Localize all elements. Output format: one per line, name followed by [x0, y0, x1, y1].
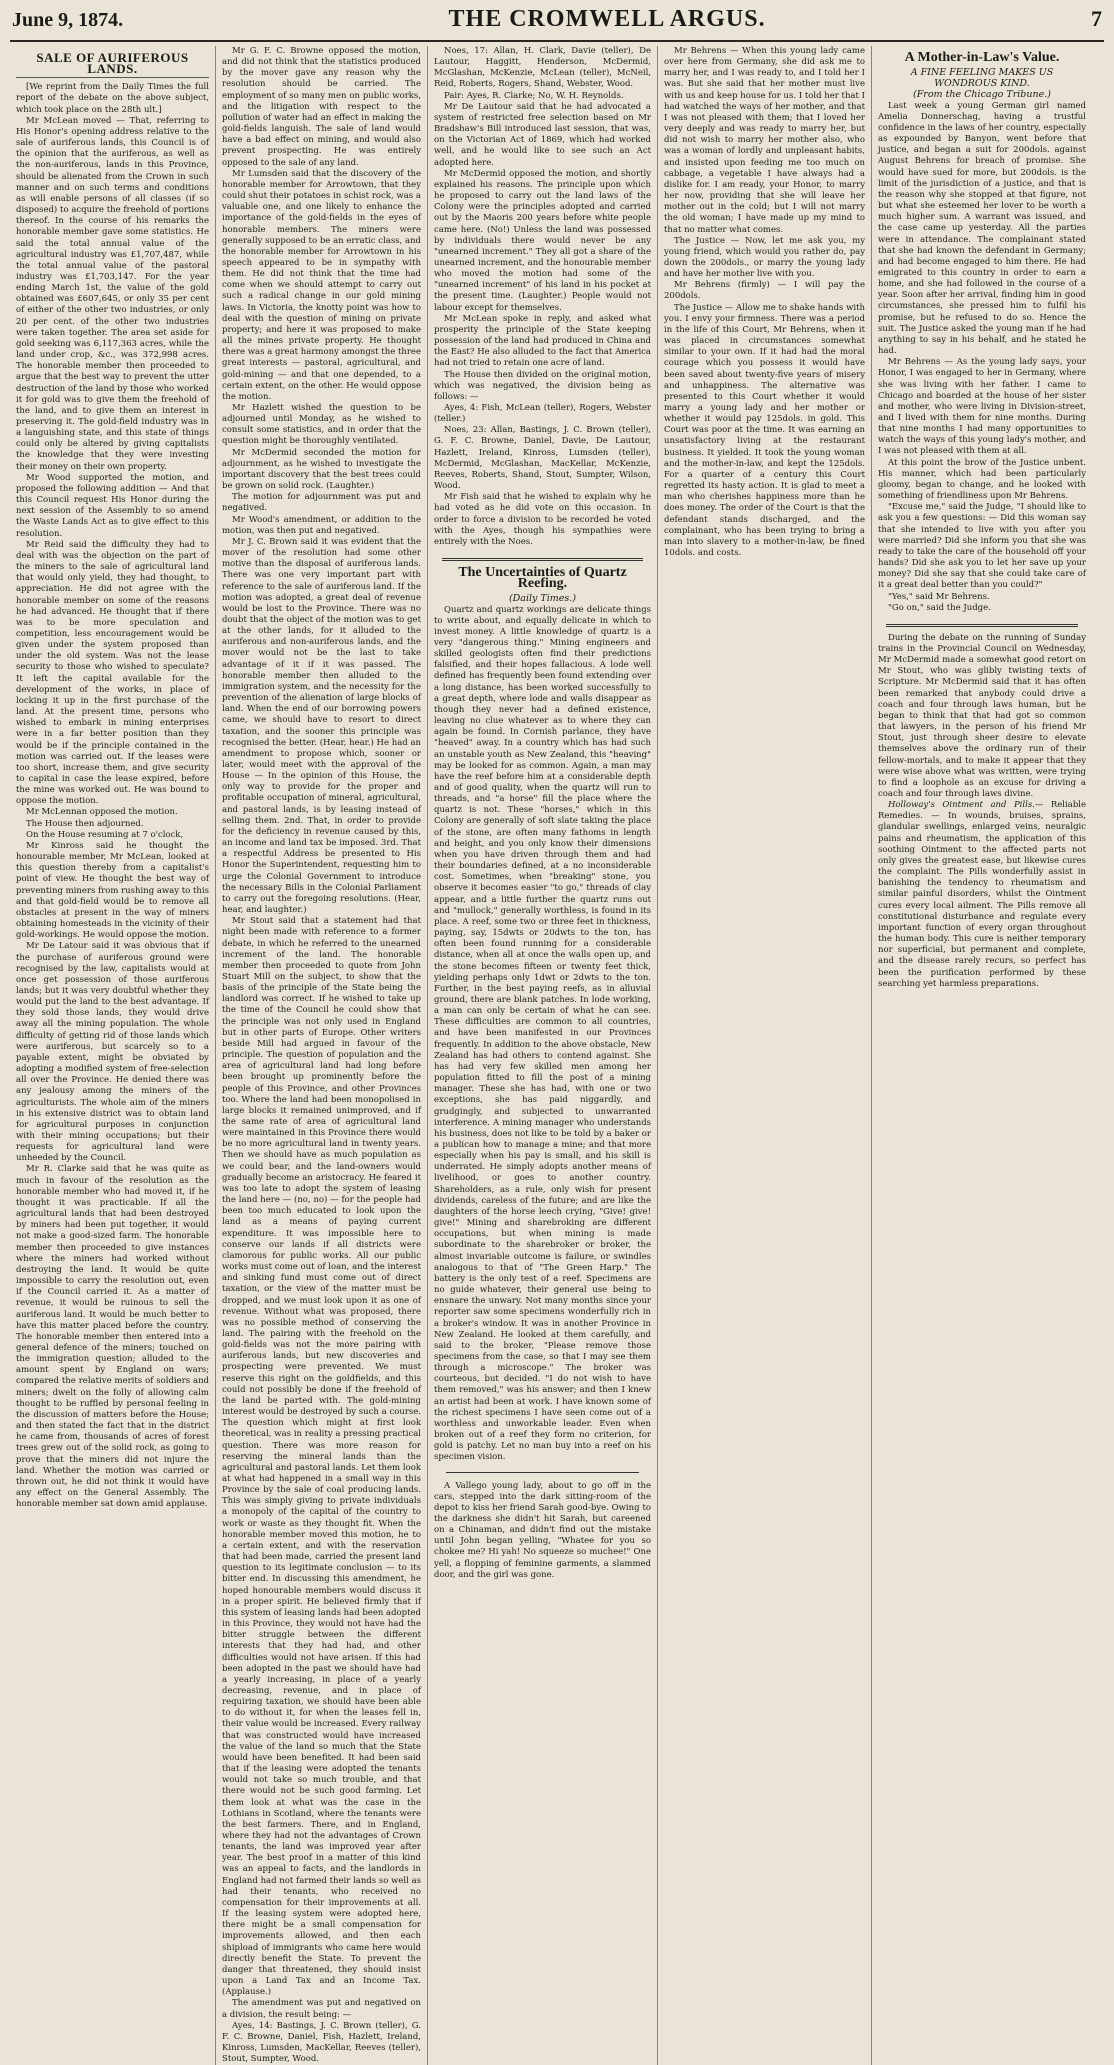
issue-date: June 9, 1874.: [12, 9, 124, 31]
sale-article-paragraph: The motion for adjournment was put and negatived.: [222, 492, 421, 514]
sale-article-paragraph: The House then divided on the original motion, which was negatived, the division being as follows: —: [434, 369, 651, 402]
sunday-trains-item: During the debate on the running of Sunday trains in the Provincial Council on Wednesday, Mr McDermid made a somewhat good retort on Mr Stout, who was glibly twisting texts of Scripture. Mr McDermid said that it has often been remarked that anybody could drive a coach and four through laws human, but he began to think that that had got so common that lawyers, in the person of his friend Mr Stout, just through sheer desire to elevate themselves above the ordinary run of their fellow-mortals, and to make it appear that they were wise above what was written, were trying to find a loophole as an excuse for driving a coach and four through laws divine.: [878, 632, 1086, 799]
sale-article-headline: SALE OF AURIFEROUS LANDS.: [16, 52, 209, 78]
quartz-article-source: (Daily Times.): [508, 593, 577, 605]
sale-article-paragraph: Noes, 17: Allan, H. Clark, Davie (teller), De Lautour, Haggitt, Henderson, McDermid, McGlashan, McKenzie, McLean (teller), McNeil, Reid, Roberts, Rogers, Shand, Webster, Wood.: [434, 46, 651, 90]
mother-article-paragraph: "Excuse me," said the Judge, "I should like to ask you a few questions: — Did this woman say that she intended to live with you after you were married? Did she inform you that she was ready to take the care of the household off your hands? Did she ask you to let her save up your money? Did she say that she could take care of it a great deal better than you could?": [878, 502, 1086, 591]
sale-article-paragraph: Mr Reid said the difficulty they had to deal with was the objection on the part of the miners to the sale of agricultural land that would only yield, they had thought, to appreciation. He did not agree with the honorable member on some of the reasons he had advanced. He thought that if there was to be more speculation and competition, less encouragement would be given under the system proposed than under the old system. Was not the lease security to those who wished to speculate? It left the capital available for the development of the works, in place of locking it up in the first purchase of the land. At the present time, persons who wished to embark in mining enterprises were in a far better position than they would be if the principle contained in the motion was carried out. If the leases were too short, increase them, and give security to capital in case the lease expired, before the mine was worked out. He was bound to oppose the motion.: [16, 539, 209, 807]
mother-article-source: (From the Chicago Tribune.): [913, 89, 1051, 101]
quartz-article-headline: The Uncertainties of Quartz Reefing.: [458, 565, 627, 592]
sale-article-paragraph: Mr McLean moved — That, referring to His Honor's opening address relative to the sale of auriferous lands, this Council is of the opinion that the auriferous, as well as the non-auriferous, lands in this Province, should be alienated from the Crown in such manner and on such terms and conditions as will enable persons of all classes (if so disposed) to acquire the freehold of portions thereof. In the course of his remarks the honorable member gave some statistics. He said the total annual value of the agricultural industry was £1,707,487, while the total annual value of the pastoral industry was £1,703,147. For the year ending March 1st, the value of the gold obtained was £607,645, or only 35 per cent of either of the other two industries, or only 20 per cent. of the other two industries were taken together. The area set aside for gold seeking was 6,117,363 acres, while the land under crop, &c., was 372,998 acres. The honorable member then proceeded to argue that the best way to prevent the utter destruction of the land by those who worked it for gold was to give them the freehold of the land, and to give them an interest in preserving it. The gold-field industry was in a languishing state, and this state of things could only be altered by giving capitalists the knowledge that they were investing their money on their own property.: [16, 115, 209, 472]
holloway-text: — Reliable Remedies. — In wounds, bruises, sprains, glandular swellings, enlarged veins, neuralgic pains and rheumatism, the application of this soothing Ointment to the affected parts not only gives the greatest ease, but likewise cures the complaint. The Pills wonderfully assist in banishing the tendency to rheumatism and similar painful disorders, whilst the Ointment cures every local ailment. The Pills remove all constitutional disturbance and regulate every important function of every organ throughout the human body. This cure is neither temporary nor superficial, but permanent and complete, and the disease rarely recurs, so perfect has been the purification performed by these searching yet harmless preparations.: [878, 800, 1087, 989]
mother-article-paragraph: "Yes," said Mr Behrens.: [888, 591, 990, 602]
sale-article-paragraph: Mr McDermid seconded the motion for adjournment, as he wished to investigate the important discovery that the best trees could be grown on solid rock. (Laughter.): [222, 447, 421, 492]
sale-article-paragraph: Mr Stout said that a statement had that night been made with reference to a former debate, in which he referred to the unearned increment of the land. The honorable member then proceeded to quote from John Stuart Mill on the subject, to show that the basis of the principle of the State being the landlord was correct. If he wished to take up the time of the Council he could show that the principle was not only used in England but in other parts of Europe. Other writers beside Mill had argued in favour of the principle. The question of population and the area of agricultural land had long before been brought up prominently before the people of this Province, and other Provinces too. Where the land had been monopolised in large blocks it remained unimproved, and if the same rate of area of agricultural land were maintained in this Province there would be no more agricultural land in twenty years. Then we should have as much population as we could bear, and the land-owners would gradually become an aristocracy. He feared it was too late to adopt the system of leasing the land here — (no, no) — for the people had been too much educated to look upon the land as a means of paying current expenditure. It was impossible here to conserve our lands if all districts were clamorous for public works. All our public works must come out of loan, and the interest and sinking fund must come out of direct taxation, or the view of the matter must be dropped, and we must look upon it as one of revenue. Without what was proposed, there was no possible method of conserving the land. The pairing with the freehold on the gold-fields was not the more pairing with auriferous lands, but new discoveries and prospecting were prevented. We must reserve this right on the goldfields, and this could not possibly be done if the freehold of the land be parted with. The gold-mining interest would be destroyed by such a course. The question which might at first look theoretical, was in reality a pressing practical question. There was more reason for reserving the mineral lands than the agricultural and pastoral lands. Let them look at what had happened in a small way in this Province by the sale of coal producing lands. This was simply giving to private individuals a monopoly of the capital of the country to work or waste as they thought fit. When the honorable member moved this motion, he to a certain extent, and with the reservation that had been made, carried the present land question to its legitimate conclusion — to its bitter end. In discussing this amendment, he hoped honourable members would discuss it in a proper spirit. He believed firmly that if this system of leasing lands had been adopted in this Province, they would not have had the bitter struggle between the different interests that they had had, and other difficulties would not have arisen. If this had been adopted in the past we should have had a yearly increasing, in place of a yearly decreasing, revenue, and in place of requiring taxation, we should have been able to do without it, for when the leases fell in, their value would be increased. Every railway that was constructed would have increased the value of the land so much that the State would have been benefited. It had been said that if the leasing were adopted the tenants would not take so much trouble, and that there would not be such good farming. Let them look at what was the case in the Lothians in Scotland, where the tenants were the best farmers. There, and in England, where they had not the advantages of Crown tenants, the land was improved year after year. The best proof in a matter of this kind was an appeal to facts, and the landlords in England had not farmed their lands so well as had their tenants, who received no compensation for their improvements at all. If the leasing system were adopted here, there might be a small compensation for improvements allowed, and then each shipload of immigrants who came here would directly benefit the State. To prevent the danger that threatened, they should insist upon a Land Tax and an Income Tax. (Applause.): [222, 916, 421, 1998]
sale-article-paragraph: Mr Wood supported the motion, and proposed the following addition — And that this Council request His Honor during the next session of the Assembly to so amend the Waste Lands Act as to give effect to this resolution.: [16, 472, 209, 539]
columns: [10, 46, 1104, 2065]
sale-article-paragraph: On the House resuming at 7 o'clock,: [26, 829, 184, 840]
sale-article-paragraph: Mr R. Clarke said that he was quite as much in favour of the resolution as the honorable member who had moved it, if he thought it was practicable. If all the agricultural lands that had been destroyed by miners had been put together, it would not make a good-sized farm. The honorable member then proceeded to give instances where the miners had worked without destroying the land. It would be quite impossible to carry the resolution out, even if the Council carried it. As a matter of revenue, it would be ruinous to sell the auriferous land. It would be much better to have this matter placed before the country. The honorable member then entered into a general defence of the miners; touched on the immigration question; alluded to the amount spent by England on wars; compared the relative merits of soldiers and miners; dwelt on the folly of allowing calm thought to be ruffled by personal feeling in the discussion of matters before the House; and then stated the fact that in the district he came from, thousands of acres of forest trees grew out of the solid rock, as going to prove that the miners did not injure the land. Whether the motion was carried or thrown out, he did not think it would have any effect on the General Assembly. The honorable member sat down amid applause.: [16, 1164, 209, 1510]
mother-article-paragraph: "Go on," said the Judge.: [888, 602, 991, 613]
quartz-article-paragraph: Quartz and quartz workings are delicate things to write about, and equally delicate in which to invest money. A little knowledge of quartz is a very "dangerous thing." Mining engineers and skilled geologists often find their predictions falsified, and their hopes fallacious. A lode well defined has frequently been found extending over a long distance, has been worked successfully to a great depth, where lode and walls disappear as though they never had a defined existence, leaving no clue whatever as to where they can again be found. In Cornish parlance, they have "heaved" away. In a country which has had such an unstable youth as New Zealand, this "heaving" may be looked for as common. Again, a man may have the reef before him at a considerable depth and of good quality, when the quartz will run to threads, and "a horse" fill the place where the quartz is not. These "horses," which in this Colony are generally of soft slate taking the place of the stone, are often many fathoms in length and height, and you only know their dimensions when you have driven through them and had their boundaries defined, at a no inconsiderable cost. Sometimes, when "breaking" stone, you observe it becomes easier "to go," threads of clay appear, and a little further the quartz runs out and "mullock," generally worthless, is found in its place. A reef, some two or three feet in thickness, paying, say, 15dwts or 20dwts to the ton, has often been found running for a considerable distance, when all at once the walls open up, and the stone becomes fifteen or twenty feet thick, yielding perhaps only 1dwt or 2dwts to the ton. Further, in the best paying reefs, as in alluvial ground, there are blank patches. In lode working, a man can only be certain of what he can see. These difficulties are common to all countries, and have been manifested in our Provinces frequently. In addition to the above obstacle, New Zealand has had others to contend against. She has had very few skilled men among her population fitted to fill the post of a mining manager. These she has had, with one or two exceptions, she has paid niggardly, and grudgingly, and subjected to unwarranted interference. A mining manager who understands his business, does not like to be told by a baker or a publican how to manage a mine; and that more especially when his pay is small, and his skill is underrated. He simply adopts another means of livelihood, or goes to another country. Shareholders, as a rule, only wish for present dividends, careless of the future; and are like the daughters of the horse leech crying, "Give! give! give!" Mining and sharebroking are different occupations, but when mining is made subordinate to the sharebroker or broker, the almost invariable outcome is failure, or swindles analogous to that of "The Green Harp." The battery is the only test of a reef. Specimens are no guide whatever, their general use being to ensnare the unwary. Not many months since your reporter saw some specimens wonderfully rich in a broker's window. It was in another Province in New Zealand. He looked at them carefully, and said to the broker, "Please remove those specimens from the case, so that I may see them through a microscope." The broker was courteous, but decided. "I do not wish to have them removed," was his answer; and then I knew an artist had been at work. I have known some of the richest specimens I have seen come out of a worthless and unworkable leader. Even when broken out of a reef they form no criterion, for gold is patchy. Let no man buy into a reef on his specimen vision.: [434, 604, 651, 1463]
sale-article-paragraph: [We reprint from the Daily Times the full report of the debate on the above subject, which took place on the 28th ult.]: [16, 82, 209, 115]
mother-article-headline: A Mother-in-Law's Value.: [904, 50, 1060, 65]
column-5: [872, 46, 1092, 2065]
vallego-item: A Vallego young lady, about to go off in the cars, stepped into the dark sitting-room of the depot to kiss her friend Sarah good-bye. Owing to the darkness she didn't hit Sarah, but careened on a Chinaman, and didn't find out the mistake until John began yelling, "Whatee for you so chokee me? Hi yah! No squeeze so muchee!" One yell, a flopping of feminine garments, a slammed door, and the girl was gone.: [434, 1480, 651, 1580]
column-4: [658, 46, 872, 2065]
sale-article-paragraph: Mr J. C. Brown said it was evident that the mover of the resolution had some other motive than the disposal of auriferous lands. There was one very important part with reference to the sale of auriferous land. If the motion was adopted, a great deal of revenue would be lost to the Province. There was no doubt that the object of the motion was to get at the other lands, for it alluded to the auriferous and non-auriferous lands, and the mover would not be the last to take advantage of it if it was passed. The honorable member then alluded to the immigration system, and the necessity for the prevention of the alienation of large blocks of land. When the end of our borrowing powers came, we should have to resort to direct taxation, and the sooner this principle was recognised the better. (Hear, hear.) He had an amendment to propose which, sooner or later, would meet with the approval of the House — In the opinion of this House, the only way to provide for the proper and profitable occupation of mineral, agricultural, and pastoral lands, is by leasing instead of selling them. 2nd. That, in order to provide for the deficiency in revenue caused by this, an income and land tax be imposed. 3rd. That a respectful Address be presented to His Honor the Superintendent, requesting him to urge the Colonial Government to introduce the necessary Bills in the Colonial Parliament to carry out the foregoing resolutions. (Hear, hear, and laughter.): [222, 536, 421, 916]
sale-article-paragraph: Mr G. F. C. Browne opposed the motion, and did not think that the statistics produced by the mover gave any reason why the resolution should be carried. The employment of so many men on public works, and the litigation with respect to the pollution of water had an effect in making the gold-fields languish. The sale of land would have a bad effect on mining, and would also prevent prospecting. He was entirely opposed to the sale of any land.: [222, 46, 421, 168]
sale-article-paragraph: Mr McDermid opposed the motion, and shortly explained his reasons. The principle upon which he proposed to carry out the land laws of the Colony were the principles adopted and carried out by the Maoris 200 years before white people came here. (No!) Unless the land was possessed by individuals there would never be any "unearned increment." They all got a share of the unearned increment, and the honourable member who moved the motion had some of the "unearned increment" of his land in his pocket at the present time. (Laughter.) People would not labour except for themselves.: [434, 168, 651, 313]
column-2: [216, 46, 428, 2065]
mother-article-paragraph: Mr Behrens (firmly) — I will pay the 200dols.: [664, 280, 865, 302]
mother-article-paragraph: At this point the brow of the Justice unbent. His manner, which had been particularly gloomy, began to change, and he looked with something of friendliness upon Mr Behrens.: [878, 457, 1086, 502]
mother-article-paragraph: Mr Behrens — As the young lady says, your Honor, I was engaged to her in Germany, where she was living with her father. I came to Chicago and boarded at the house of her sister and mother, who were living in Division-street, and I lived with them for nine months. During that nine months I had many opportunities to watch the ways of this young lady's mother, and I was not pleased with them at all.: [878, 357, 1086, 457]
masthead: [10, 6, 1104, 42]
sale-article-paragraph: The House then adjourned.: [26, 818, 144, 829]
mother-article-paragraph: Mr Behrens — When this young lady came over here from Germany, she did ask me to marry her, and I was ready to, and I told her I was. But she said that her mother must live with us and keep house for us. I told her that I had watched the ways of her mother, and that I was not pleased with them; that I loved her very deeply and was ready to marry her, but did not wish to marry her mother also, who was a woman of lordly and unpleasant habits, and insisted upon feeding me too much on cabbage, a vegetable I have always had a dislike for. I am ready, your Honor, to marry her now, providing that she will leave her mother out in the cold; but I will not marry the old woman; I have made up my mind to that no matter what comes.: [664, 46, 865, 235]
sale-article-paragraph: Mr De Latour said it was obvious that if the purchase of auriferous ground were recognised by the law, capitalists would at once get possession of those auriferous lands; but it was very doubtful whether they would put the land to the best advantage. If they sold those lands, they would drive away all the mining population. The whole difficulty of getting rid of those lands which were auriferous, but scarcely so to a payable extent, might be obviated by adopting a modified system of free-selection all over the Province. He denied there was any jealousy among the miners of the agriculturists. The whole aim of the miners in his extensive district was to obtain land for agricultural purposes in conjunction with their mining occupations; but their requests for agricultural land were unheeded by the Council.: [16, 941, 209, 1164]
sale-article-paragraph: Ayes, 14: Bastings, J. C. Brown (teller), G. F. C. Browne, Daniel, Fish, Hazlett, Ireland, Kinross, Lumsden, MacKellar, Reeves (teller), Stout, Sumpter, Wood.: [222, 2020, 421, 2065]
mother-article-paragraph: The Justice — Now, let me ask you, my young friend, which would you rather do, pay down the 200dols., or marry the young lady and have her mother live with you.: [664, 235, 865, 280]
column-rule: [442, 558, 643, 561]
sale-article-paragraph: Mr De Lautour said that he had advocated a system of restricted free selection based on Mr Bradshaw's Bill introduced last session, that was, on the Victorian Act of 1869, which had worked well, and he would like to see such an Act adopted here.: [434, 101, 651, 168]
column-3: [428, 46, 658, 2065]
holloway-item: [878, 800, 1086, 990]
column-rule: [446, 1472, 639, 1473]
sale-article-paragraph: Mr McLean spoke in reply, and asked what prosperity the principle of the State keeping possession of the land had produced in China and the East? He also alluded to the fact that America had not tried to retain one acre of land.: [434, 313, 651, 369]
sale-article-paragraph: Mr Lumsden said that the discovery of the honorable member for Arrowtown, that they could shut their potatoes in schist rock, was a valuable one, and one likely to enhance the importance of the gold-fields in the eyes of honorable members. The miners were generally supposed to be an erratic class, and the honorable member for Arrowtown in his speech appeared to be in sympathy with them. He did not think that the time had come when we should attempt to carry out such a radical change in our gold mining laws. In Victoria, the knotty point was how to deal with the question of mining on private property; and here it was proposed to make all the mines private property. He thought there was a great harmony amongst the three great interests — pastoral, agricultural, and gold-mining — and that one depended, to a certain extent, on the other. He would oppose the motion.: [222, 168, 421, 402]
newspaper-title: THE CROMWELL ARGUS.: [448, 6, 766, 32]
mother-article-paragraph: The Justice — Allow me to shake hands with you. I envy your firmness. There was a period in the life of this Court, Mr Behrens, when it was placed in circumstances somewhat similar to your own. If it had had the moral courage which you possess it would have been saved about twenty-five years of misery and unhappiness. The alternative was presented to this Court whether it would marry a young lady and her mother or whether it would pay 125dols. in gold. This Court was poor at the time. It was earning an unsatisfactory living at the restaurant business. It yielded. It took the young woman and the mother-in-law, and kept the 125dols. For a quarter of a century this Court regretted its hasty action. It is glad to meet a man who cherishes happiness more than he does money. The order of the Court is that the defendant stands discharged, and the complainant, who has been trying to bring a man into slavery to a mother-in-law, be fined 10dols. and costs.: [664, 302, 865, 559]
sale-article-paragraph: Pair: Ayes, R. Clarke; No, W. H. Reynolds.: [444, 90, 624, 101]
holloway-title: Holloway's Ointment and Pills.: [888, 800, 1035, 811]
sale-article-paragraph: Mr Wood's amendment, or addition to the motion, was then put and negatived.: [222, 514, 421, 536]
sale-article-paragraph: Mr Kinross said he thought the honourable member, Mr McLean, looked at this question thereby from a capitalist's point of view. He thought the best way of preventing miners from rushing away to this and that gold-field would be to remove all obstacles at present in the way of miners obtaining homesteads in the vicinity of their gold-workings. He would oppose the motion.: [16, 840, 209, 941]
sale-article-paragraph: Mr Hazlett wished the question to be adjourned until Monday, as he wished to consult some statistics, and in order that the question might be thoroughly ventilated.: [222, 403, 421, 447]
mother-article-paragraph: Last week a young German girl named Amelia Donnerschag, having a trustful confidence in the laws of her country, especially as expounded by Banyon, went before that justice, and began a suit for 200dols. against August Behrens for breach of promise. She would have sued for more, but 200dols. is the limit of the jurisdiction of a justice, and that is the reason why she stopped at that figure, not but what she esteemed her lover to be worth a much higher sum. A warrant was issued, and the case came up yesterday. All the parties were in attendance. The complainant stated that she had known the defendant in Germany; and had become engaged to him there. He had emigrated to this country in order to earn a home, and she had followed in the course of a year. Soon after her arrival, finding him in good circumstances, she pressed him to fulfil his promise, but he refused to do so. Hence the suit. The Justice asked the young man if he had anything to say in his behalf, and he stated he had.: [878, 100, 1086, 357]
sale-article-paragraph: Mr Fish said that he wished to explain why he had voted as he did vote on this occasion. In order to force a division to be recorded he voted with the Ayes, though his sympathies were entirely with the Noes.: [434, 492, 651, 547]
column-1: [10, 46, 216, 2065]
mother-article-subhead: A FINE FEELING MAKES US WONDROUS KIND.: [910, 67, 1054, 90]
sale-article-paragraph: Noes, 23: Allan, Bastings, J. C. Brown (teller), G. F. C. Browne, Daniel, Davie, De Lautour, Hazlett, Ireland, Kinross, Lumsden (teller), McDermid, McGlashan, MacKellar, McKenzie, Reeves, Roberts, Shand, Stout, Sumpter, Wilson, Wood.: [434, 425, 651, 492]
page-number: 7: [1091, 6, 1102, 31]
column-rule: [886, 624, 1078, 627]
sale-article-paragraph: Mr McLennan opposed the motion.: [26, 807, 178, 818]
sale-article-paragraph: The amendment was put and negatived on a division, the result being: —: [222, 1998, 421, 2020]
sale-article-paragraph: Ayes, 4: Fish, McLean (teller), Rogers, Webster (teller.): [434, 403, 651, 425]
